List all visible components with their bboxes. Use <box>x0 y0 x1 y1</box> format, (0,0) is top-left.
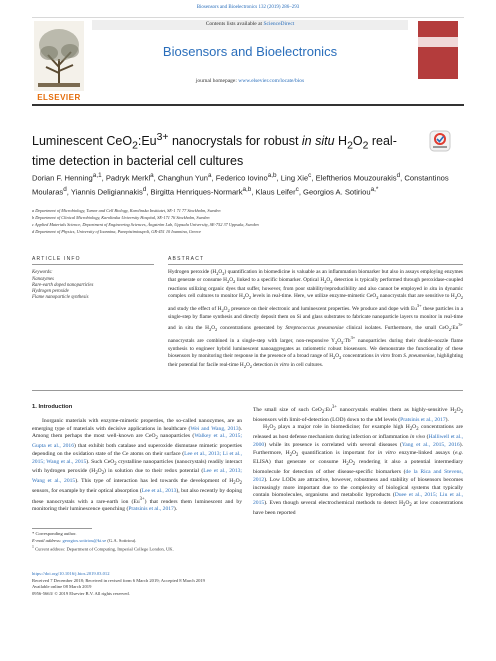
footnotes: * Corresponding author. E-mail address: georgios.sotiriou@ki.se (G.A. Sotiriou). $^1$ Current address: Department of Computing, Imperial College London, UK. <box>32 531 174 552</box>
affiliations <box>32 207 462 235</box>
journal-cover-image[interactable] <box>418 21 458 79</box>
author-list[interactable]: Dorian F. Henning$^{a,1}$, Padryk Merkl$^a$, Changhun Yun$^a$, Federico Iovino$^{a,b}$, Ling Xie$^c$, Eleftherios Mouzourakis$^d$, Constantinos Moularas$^d$, Yiannis Deligiannakis$^d$, Birgitta Henriques-Normark$^{a,b}$, Klaus Leifer$^c$, Georgios A. Sotiriou$^{a,*}$ <box>32 172 449 197</box>
affiliation-b: b Department of Clinical Microbiology, Karolinska University Hospital, SE-171 76 Stockholm, Sweden <box>32 215 210 220</box>
article-title: Luminescent $CeO_2:Eu^{3+}$ nanocrystals for robust in situ $H_2O_2$ real-time detection in bacterial cell cultures <box>32 132 397 168</box>
homepage-line <box>92 78 408 84</box>
sciencedirect-link[interactable]: ScienceDirect <box>263 21 295 27</box>
running-head[interactable]: Biosensors and Bioelectronics 132 (2019) 286–293 <box>196 5 300 10</box>
journal-name[interactable]: Biosensors and Bioelectronics <box>162 44 338 59</box>
abstract-rule <box>168 264 463 265</box>
homepage-prefix: journal homepage: <box>195 78 239 84</box>
introduction-heading: 1. Introduction <box>32 404 73 410</box>
keyword-item: Hydrogen peroxide <box>32 289 69 294</box>
article-info-rule <box>32 264 154 265</box>
keywords-list <box>32 277 93 301</box>
affiliation-d: d Department of Physics, University of Ioannina, Panepistimioupoli, GR-451 10 Ioannina, Greece <box>32 229 202 234</box>
abstract-text: Hydrogen peroxide $(H_2O_2)$ quantification in biomedicine is valuable as an inflammation biomarker but also in assays employing enzymes that generate or consume $H_2O_2$ linked to a specific biomarker. Optical $H_2O_2$ detection is typically performed through peroxidase-coupled reactions utilizing organic dyes that suffer, however, from poor stability/reproducibility and also cannot be employed in situ in dynamic complex cell cultures to monitor $H_2O_2$ levels in real-time. Here, we utilize enzyme-mimetic CeO$_2$ nanocrystals that are sensitive to $H_2O_2$ and study the effect of $H_2O_2$ presence on their electronic and luminescent properties. We produce and dope with $Eu^{3+}$ these particles in a single-step by flame synthesis and directly deposit them on Si and glass substrates to fabricate nanoparticle layers to monitor in real-time and in situ the $H_2O_2$ concentrations generated by Streptococcus pneumoniae clinical isolates. Furthermore, the small $CeO_2:Eu^{3+}$ nanocrystals are combined in a single-step with larger, non-responsive $Y_2O_3:Tb^{3+}$ nanoparticles during their double-nozzle flame synthesis to engineer hybrid luminescent nanoaggregates as ratiometric robust biosensors. We demonstrate the functionality of these biosensors by monitoring their response in the presence of a broad range of $H_2O_2$ concentrations in vitro from S. pneumoniae, highlighting their potential for facile real-time $H_2O_2$ detection in vitro in cell cultures. <box>168 269 464 369</box>
keyword-item: Nanozymes <box>32 277 54 282</box>
contents-prefix: Contents lists available at <box>205 21 264 27</box>
keyword-item: Flame nanoparticle synthesis <box>32 295 89 300</box>
keywords-label: Keywords: <box>32 270 53 275</box>
masthead <box>32 17 464 106</box>
article-history: https://doi.org/10.1016/j.bios.2019.03.012 Received 7 December 2018; Received in revised form 6 March 2019; Accepted 8 March 2019 Available online 08 March 2019 0956-5663/ © 2019 Elsevier B.V. All rights reserved. <box>32 571 205 596</box>
left-column-text: Inorganic materials with enzyme-mimetic properties, the so-called nanozymes, are an emerging type of materials with decisive applications in healthcare (Wei and Wang, 2013). Among them perhaps the most well-known are CeO$_2$ nanoparticles (Walkey et al., 2015; Gupta et al., 2016) that exhibit both catalase and superoxide dismutase mimetic properties depending on the oxidation state of the Ce atoms on their surface (Lee et al., 2013; Li et al., 2015; Wang et al., 2015). Such CeO$_2$ crystalline nanoparticles (nanocrystals) readily interact with hydrogen peroxide $(H_2O_2)$ in solution due to their redox potential (Lee et al., 2013; Wang et al., 2015). This type of interaction has led towards the development of $H_2O_2$ sensors, for example by their optical absorption (Lee et al., 2013), but also recently by doping these nanocrystals with a rare-earth ion $(Eu^{3+})$ that renders them luminescent and by monitoring their luminescence quenching (Pratsinis et al., 2017). <box>32 418 243 513</box>
homepage-link[interactable]: www.elsevier.com/locate/bios <box>238 78 305 84</box>
keyword-item: Rare-earth doped nanoparticles <box>32 283 94 288</box>
article-info-heading: ARTICLE INFO <box>32 256 81 262</box>
affiliation-c: c Applied Materials Science, Department of Engineering Sciences, Ångström Lab, Uppsala University, SE-752 37 Uppsala, Sweden <box>32 222 259 227</box>
check-for-updates-icon[interactable] <box>429 130 451 152</box>
footnote-rule <box>32 528 92 529</box>
abstract-bottom-rule <box>32 390 463 391</box>
abstract-heading: ABSTRACT <box>168 256 205 262</box>
publisher-name: ELSEVIER <box>37 93 81 102</box>
right-column-text: The small size of such $CeO_2:Eu^{3+}$ nanocrystals enables them as highly-sensitive $H_2O_2$ biosensors with limit-of-detection (LOD) down to the nM levels (Pratsinis et al., 2017). $H_2O_2$ plays a major role in biomedicine; for example high $H_2O_2$ concentrations are released as host defense mechanism during infection or inflammation in vivo (Halliwell et al., 2000) while its presence is correlated with several diseases (Yang et al., 2015, 2016). Furthermore, $H_2O_2$ quantification is important for in vitro enzyme-linked assays (e.g. ELISA) that generate or consume $H_2O_2$ rendering it also a potential intermediary biomolecule for detection of other disease-specific biomarkers (de la Rica and Stevens, 2012). Low LODs are attractive, however, robustness and stability of biosensors becomes increasingly more important due to the complexity of biological systems that typically contain biomolecules, organisms and metabolic byproducts (Duee et al., 2015; Liu et al., 2015). Even though several electrochemical methods to detect $H_2O_2$ at low concentrations have been reported <box>253 405 464 516</box>
elsevier-tree-logo <box>34 21 84 97</box>
journal-cover-band <box>418 37 458 47</box>
contents-line <box>100 21 400 27</box>
affiliation-a: a Department of Microbiology, Tumor and Cell Biology, Karolinska Institutet, SE-1 71 77 Stockholm, Sweden <box>32 208 221 213</box>
